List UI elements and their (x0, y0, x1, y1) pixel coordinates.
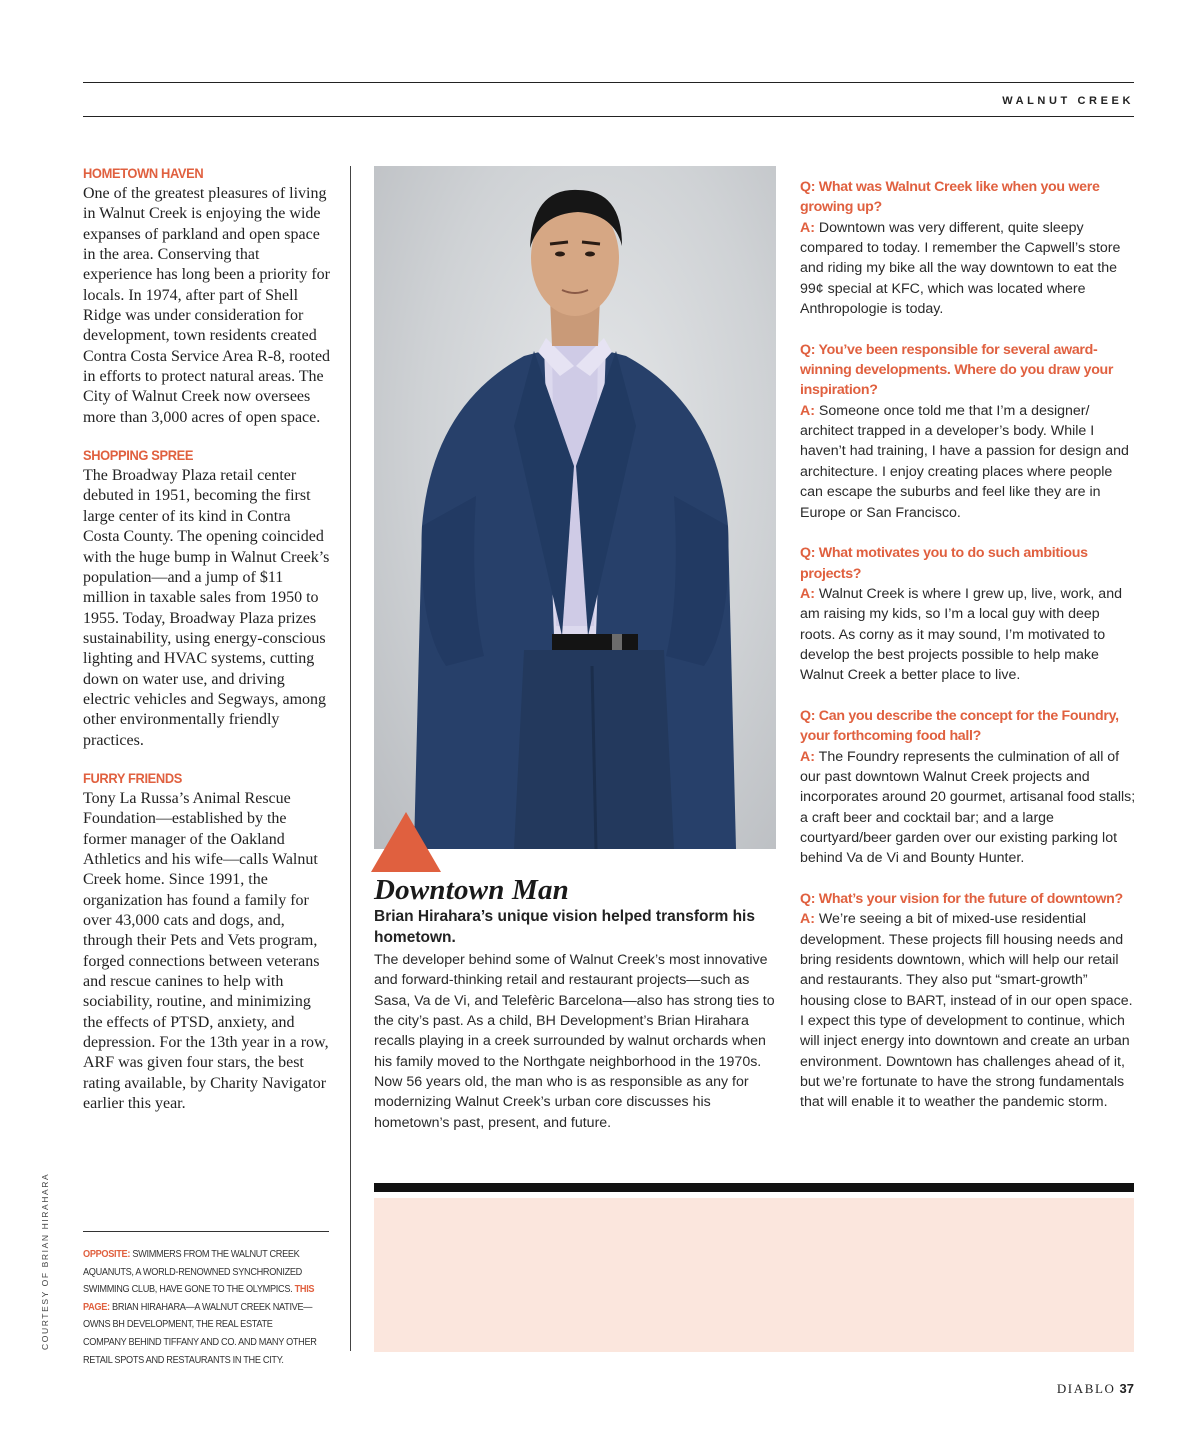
caption-this-page-text: BRIAN HIRAHARA—A WALNUT CREEK NATIVE—OWNS BH DEVELOPMENT, THE REAL ESTATE COMPANY BEHIND TIFFANY AND CO. AND MANY OTHER RETAIL SPOTS AND RESTAURANTS IN THE CITY. (83, 1301, 317, 1366)
story-title: Downtown Man (374, 874, 570, 906)
answer-text: We’re seeing a bit of mixed-use residential development. These projects fill housing needs and bring residents downtown, which will help our retail and restaurants. They also put “smart-growth” housing close to BART, instead of in our open space. I expect this type of development to continue, which will inject energy into downtown and create an urban environment. Downtown has challenges ahead of it, but we’re fortunate to have the strong fundamentals that will enable it to weather the pandemic storm. (800, 911, 1133, 1111)
answer-label: A: (800, 585, 815, 602)
qa-question: Q: What’s your vision for the future of downtown? (800, 891, 1123, 908)
story-deck: Brian Hirahara’s unique vision helped transform his hometown. (374, 908, 755, 946)
caption-opposite-label: OPPOSITE: (83, 1249, 131, 1260)
answer-text: Someone once told me that I’m a designer/ architect trapped in a developer’s body. While I haven’t had training, I have a passion for design and architecture. I enjoy creating places where people can escape the suburbs and feel like they are in Europe or San Francisco. (800, 402, 1129, 521)
column-divider (350, 166, 351, 1351)
qa-answer (800, 584, 1136, 686)
divider-bar (374, 1183, 1134, 1192)
photo-caption (83, 1246, 317, 1369)
answer-label: A: (800, 219, 815, 236)
qa-question: Q: Can you describe the concept for the Foundry, your forthcoming food hall? (800, 707, 1119, 745)
answer-text: Walnut Creek is where I grew up, live, work, and am raising my kids, so I’m a local guy with deep roots. As corny as it may sound, I’m motivated to develop the best projects possible to help make Walnut Creek a better place to live. (800, 585, 1122, 684)
section-label: WALNUT CREEK (1002, 95, 1134, 107)
sidebar-column (83, 164, 331, 1132)
sidebar-heading: FURRY FRIENDS (83, 769, 182, 786)
answer-text: Downtown was very different, quite sleepy compared to today. I remember the Capwell’s store and riding my bike all the way downtown to eat the 99¢ special at KFC, which was located where Anthropologie is today. (800, 219, 1121, 318)
page-number: 37 (1119, 1381, 1134, 1396)
qa-answer (800, 909, 1136, 1112)
qa-item (800, 177, 1136, 319)
magazine-name: DIABLO (1056, 1381, 1116, 1396)
sidebar-item (83, 769, 331, 1115)
answer-label: A: (800, 911, 815, 928)
peach-panel (374, 1198, 1134, 1352)
qa-question: Q: You’ve been responsible for several award-winning developments. Where do you draw your inspiration? (800, 341, 1114, 399)
portrait-photo (374, 166, 776, 849)
caption-opposite-text: SWIMMERS FROM THE WALNUT CREEK AQUANUTS, A WORLD-RENOWNED SYNCHRONIZED SWIMMING CLUB, HAVE GONE TO THE OLYMPICS. (83, 1249, 302, 1296)
qa-answer (800, 401, 1136, 523)
qa-question: Q: What was Walnut Creek like when you were growing up? (800, 179, 1100, 216)
portrait-illustration (374, 166, 776, 849)
caption-rule (83, 1231, 329, 1232)
sidebar-body: One of the greatest pleasures of living in Walnut Creek is enjoying the wide expanses of parkland and open space in the area. Conserving that experience has long been a priority for locals. In 1974, after part of Shell Ridge was under consideration for development, town residents created Contra Costa Service Area R-8, rooted in efforts to protect natural areas. The City of Walnut Creek now oversees more than 3,000 acres of open space. (83, 185, 331, 426)
sidebar-heading: HOMETOWN HAVEN (83, 165, 204, 181)
qa-item (800, 340, 1136, 523)
answer-label: A: (800, 748, 815, 765)
qa-column (800, 177, 1136, 1133)
page-footer (1057, 1381, 1134, 1397)
qa-answer (800, 218, 1136, 320)
answer-text: The Foundry represents the culmination of all of our past downtown Walnut Creek projects and incorporates around 20 gourmet, artisanal food stalls; a craft beer and cocktail bar; and a large courtyard/beer garden over our existing parking lot behind Va de Vi and Bounty Hunter. (800, 748, 1136, 867)
story-body: The developer behind some of Walnut Creek’s most innovative and forward-thinking retail and restaurant projects—such as Sasa, Va de Vi, and Telefèric Barcelona—also has strong ties to the city’s past. As a child, BH Development’s Brian Hirahara recalls playing in a creek surrounded by walnut orchards when his family moved to the Northgate neighborhood in the 1970s. Now 56 years old, the man who is as responsible as any for modernizing Walnut Creek’s urban core discusses his hometown’s past, present, and future. (374, 952, 775, 1131)
sidebar-heading: SHOPPING SPREE (83, 447, 194, 464)
sidebar-body: Tony La Russa’s Animal Rescue Foundation—established by the former manager of the Oakland Athletics and his wife—calls Walnut Creek home. Since 1991, the organization has found a family for over 43,000 cats and dogs, and, through their Pets and Vets program, forged connections between veterans and rescue canines to help with sociability, routine, and minimizing the effects of PTSD, anxiety, and depression. For the 13th year in a row, ARF was given four stars, the best rating available, by Charity Navigator earlier this year. (83, 789, 329, 1113)
top-rule (83, 82, 1134, 83)
sidebar-item (83, 446, 331, 751)
accent-triangle (371, 812, 441, 872)
qa-item (800, 706, 1136, 869)
answer-label: A: (800, 402, 815, 419)
caption-this-page-label: THIS PAGE: (83, 1284, 315, 1313)
qa-item (800, 543, 1136, 685)
sidebar-body: The Broadway Plaza retail center debuted in 1951, becoming the first large center of its kind in Contra Costa County. The opening coincided with the huge bump in Walnut Creek’s population—and a jump of $11 million in taxable sales from 1950 to 1955. Today, Broadway Plaza prizes sustainability, using energy-conscious lighting and HVAC systems, cutting down on water use, and driving electric vehicles and Segways, among other environmentally friendly practices. (83, 467, 330, 749)
qa-question: Q: What motivates you to do such ambitious projects? (800, 545, 1088, 582)
photo-credit: COURTESY OF BRIAN HIRAHARA (40, 1172, 50, 1350)
qa-answer (800, 747, 1136, 869)
qa-item (800, 889, 1136, 1113)
header-rule (83, 116, 1134, 117)
sidebar-item (83, 164, 331, 428)
